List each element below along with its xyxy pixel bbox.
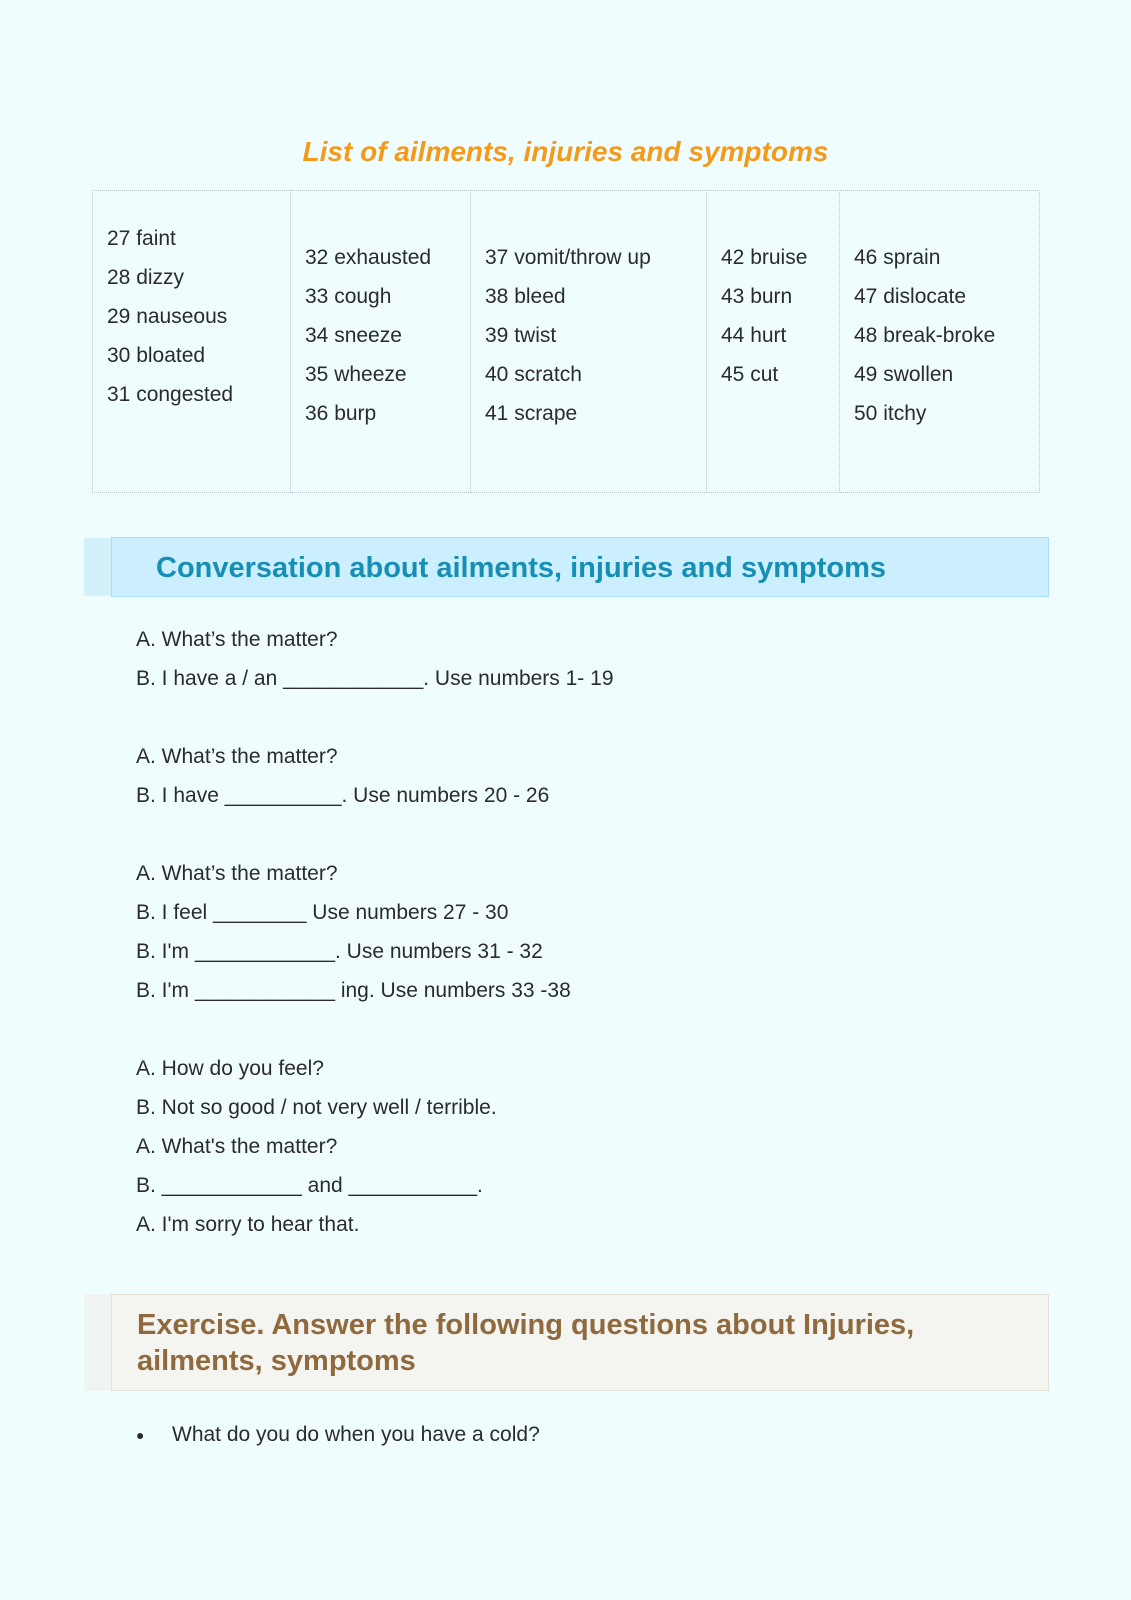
dialogue-line: B. I have __________. Use numbers 20 - 26: [136, 784, 550, 807]
dialogue-line: A. What’s the matter?: [136, 628, 338, 651]
table-column-3: [471, 191, 707, 493]
dialogue-line: B. Not so good / not very well / terrible.: [136, 1096, 497, 1119]
spacer: [136, 698, 614, 737]
heading-bar-accent: [84, 538, 112, 596]
spacer: [136, 1010, 614, 1049]
list-item: 27 faint: [107, 227, 176, 250]
spacer: [136, 815, 614, 854]
list-item: 49 swollen: [854, 363, 954, 386]
dialogue-line: A. What’s the matter?: [136, 862, 338, 885]
list-item: 37 vomit/throw up: [485, 246, 651, 269]
list-item: 33 cough: [305, 285, 392, 308]
dialogue-line: B. I'm ____________. Use numbers 31 - 32: [136, 940, 543, 963]
table-column-5: [840, 191, 1040, 493]
list-item: 43 burn: [721, 285, 793, 308]
conversation-dialogue: [136, 620, 614, 1244]
list-item: 36 burp: [305, 402, 377, 425]
heading-bar-box: [111, 537, 1049, 597]
question-list: [136, 1420, 540, 1450]
dialogue-line: B. I feel ________ Use numbers 27 - 30: [136, 901, 509, 924]
list-item: 45 cut: [721, 363, 779, 386]
list-item: 47 dislocate: [854, 285, 967, 308]
dialogue-line: B. ____________ and ___________.: [136, 1174, 483, 1197]
table-column-2: [291, 191, 471, 493]
dialogue-line: A. What's the matter?: [136, 1135, 338, 1158]
dialogue-line: A. I'm sorry to hear that.: [136, 1213, 360, 1236]
list-item: 28 dizzy: [107, 266, 185, 289]
question-text: What do you do when you have a cold?: [172, 1423, 540, 1446]
list-item: 41 scrape: [485, 402, 578, 425]
dialogue-line: B. I have a / an ____________. Use numbers 1- 19: [136, 667, 614, 690]
heading-bar-box: [111, 1294, 1049, 1391]
bullet-icon: ●: [136, 1427, 145, 1443]
table-column-4: [707, 191, 840, 493]
dialogue-line: A. How do you feel?: [136, 1057, 324, 1080]
exercise-heading: Exercise. Answer the following questions about Injuries, ailments, symptoms: [137, 1309, 915, 1377]
exercise-heading-bar: [84, 1294, 1049, 1391]
dialogue-line: B. I'm ____________ ing. Use numbers 33 -38: [136, 979, 571, 1002]
list-item: 44 hurt: [721, 324, 787, 347]
list-item: 32 exhausted: [305, 246, 432, 269]
list-item: 46 sprain: [854, 246, 941, 269]
ailments-table: [92, 190, 1040, 493]
table-column-1: [93, 191, 291, 493]
list-item: 38 bleed: [485, 285, 566, 308]
dialogue-line: A. What’s the matter?: [136, 745, 338, 768]
heading-bar-accent: [84, 1294, 112, 1391]
list-item: 48 break-broke: [854, 324, 996, 347]
list-item: 31 congested: [107, 383, 234, 406]
list-item: 39 twist: [485, 324, 557, 347]
list-item: 40 scratch: [485, 363, 582, 386]
conversation-heading: Conversation about ailments, injuries and symptoms: [156, 552, 886, 584]
list-item: 50 itchy: [854, 402, 927, 425]
list-item: 29 nauseous: [107, 305, 228, 328]
list-item: 34 sneeze: [305, 324, 402, 347]
page-title: List of ailments, injuries and symptoms: [302, 136, 829, 167]
conversation-heading-bar: [84, 537, 1049, 597]
question-item: [136, 1420, 540, 1450]
list-item: 35 wheeze: [305, 363, 407, 386]
list-item: 42 bruise: [721, 246, 808, 269]
list-item: 30 bloated: [107, 344, 206, 367]
